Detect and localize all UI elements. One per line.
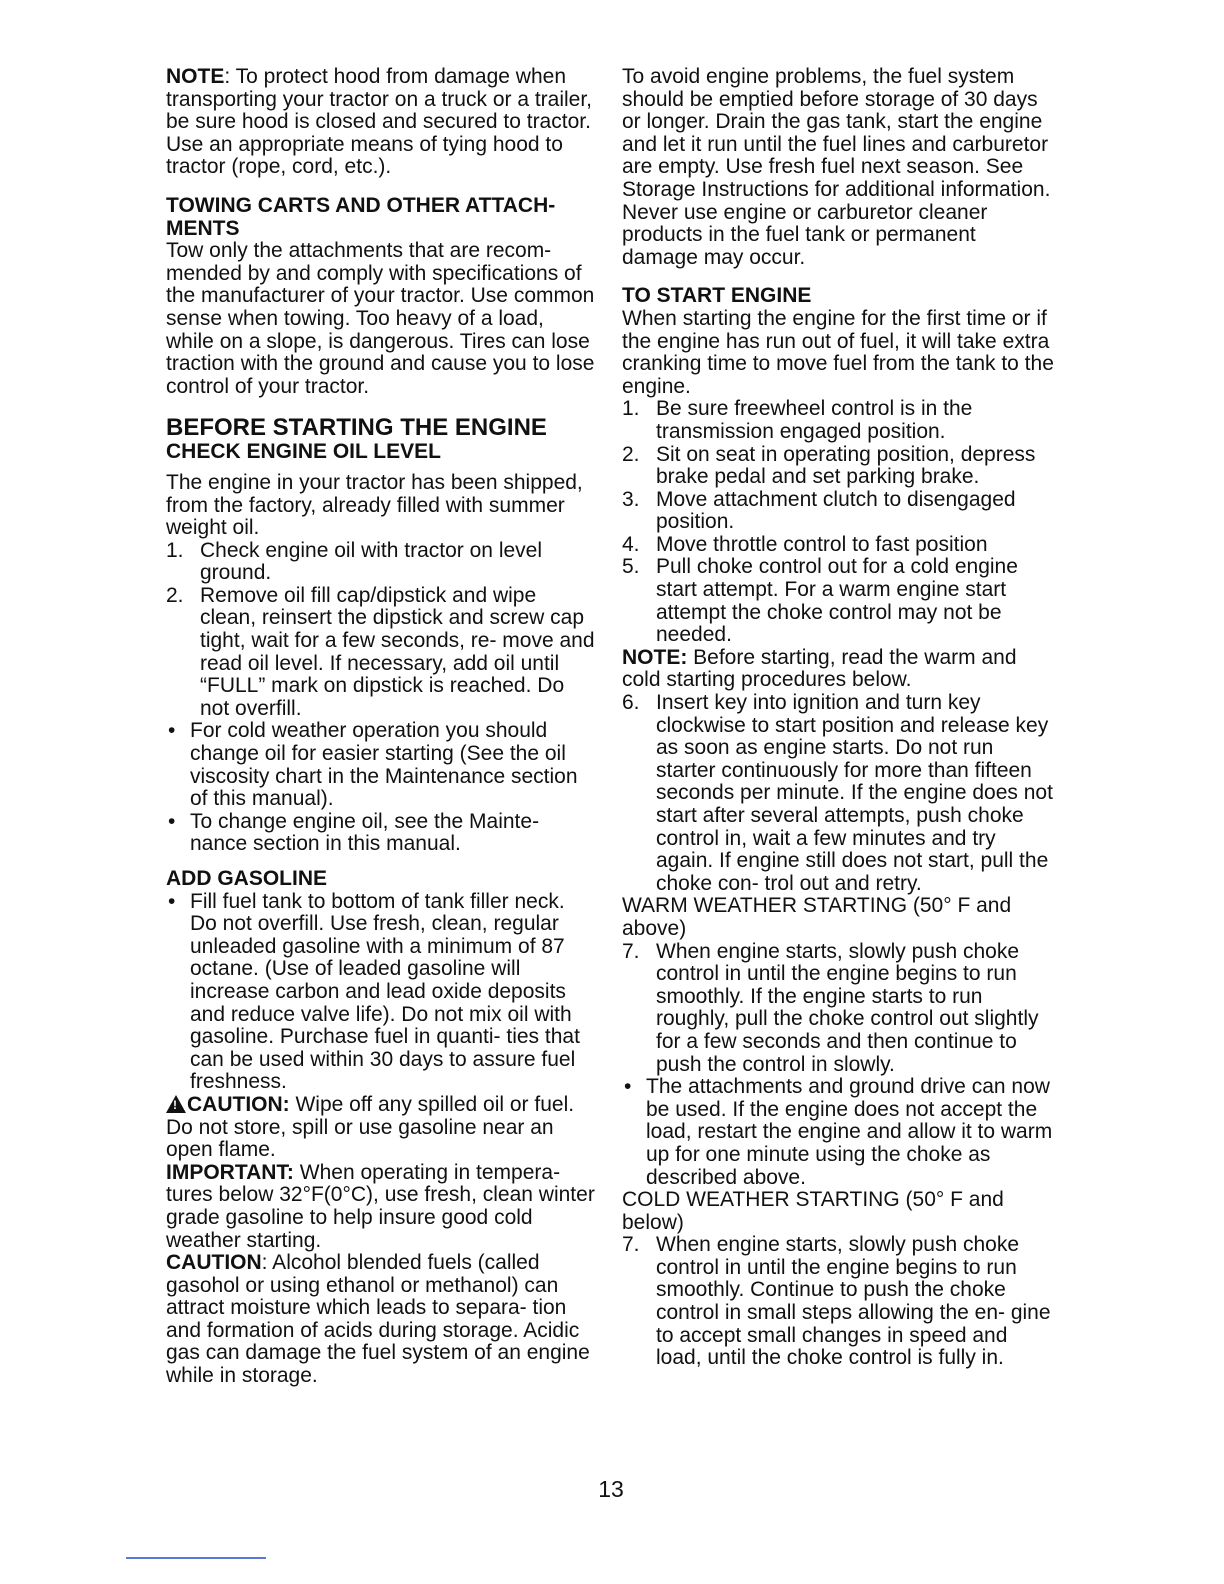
list-item [622,941,1054,1077]
start-engine-heading: TO START ENGINE [622,284,812,308]
step-text: When engine starts, slowly push choke control in until the engine begins to run smoothly. Continue to push the choke control in small steps allowing the en- gine to accept small changes in speed and load, until the choke control is fully in. [656,1233,1051,1370]
start-intro: When starting the engine for the first time or if the engine has run out of fuel, it will take extra cranking time to move fuel from the tank to the engine. [622,306,1054,398]
page-number: 13 [598,1476,624,1502]
bullet-text: The attachments and ground drive can now be used. If the engine does not accept the load, restart the engine and allow it to warm up for one minute using the choke as described above. [646,1075,1053,1189]
oil-intro: The engine in your tractor has been shipped, from the factory, already filled with summer weight oil. [166,470,583,540]
step-number: 1. [166,538,184,562]
important-label: IMPORTANT: [166,1160,294,1184]
step-text: Sit on seat in operating position, depress brake pedal and set parking brake. [656,442,1036,489]
list-item [622,444,1054,489]
bullet-text: To change engine oil, see the Mainte- nance section in this manual. [190,809,540,856]
caution-spill [166,1094,596,1162]
step-number: 4. [622,532,640,556]
list-item [166,891,596,1094]
bullet-icon: • [168,809,176,833]
note-text: : To protect hood from damage when transporting your tractor on a truck or a trailer, be sure hood is closed and secured to tractor. Use an appropriate means of tying hood to tractor (rope, cord, etc.). [166,65,593,179]
step-text: Insert key into ignition and turn key clockwise to start position and release key as soon as engine starts. Do not run starter continuously for more than fifteen seconds per minute. If the engine does not start after several attempts, push choke control in, wait a few minutes and try again. If engine still does not start, pull the choke con- trol out and retry. [656,691,1053,895]
hood-note [166,66,596,179]
warning-triangle-icon [166,1095,186,1113]
bullet-icon: • [624,1075,632,1099]
step-number: 1. [622,397,640,421]
step-number: 3. [622,487,640,511]
step-number: 2. [166,583,184,607]
bullet-text: For cold weather operation you should change oil for easier starting (See the oil viscosity chart in the Maintenance section of this manual). [190,719,578,811]
note-label: NOTE [166,65,225,88]
step-number: 7. [622,939,640,963]
list-item [622,556,1054,646]
cleaner-warning: Never use engine or carburetor cleaner products in the fuel tank or permanent damage may occur. [622,200,988,269]
caution-text: Wipe off any spilled oil or fuel. Do not store, spill or use gasoline near an open flame. [166,1092,575,1162]
bullet-icon: • [168,889,176,913]
right-column [622,66,1054,1370]
step-text: Move throttle control to fast position [656,532,988,556]
towing-text: Tow only the attachments that are recom- mended by and comply with specifications of the manufacturer of your tractor. Use common sense when towing. Too heavy of a load, while on a slope, is dangerous. Tires can lose traction with the ground and cause you to lose control of your tractor. [166,239,595,398]
step-text: Move attachment clutch to disengaged position. [656,487,1016,534]
list-item [166,540,596,585]
step-text: Be sure freewheel control is in the transmission engaged position. [656,397,973,443]
caution-alcohol [166,1252,596,1388]
step-text: Remove oil fill cap/dipstick and wipe clean, reinsert the dipstick and screw cap tight, wait for a few seconds, re- move and read oil level. If necessary, add oil until “FULL” mark on dipstick is reached. Do not overfill. [200,583,595,720]
step-number: 6. [622,691,640,715]
caution-label: CAUTION [166,1251,262,1275]
list-item [166,585,596,721]
footer-divider [126,1557,266,1559]
list-item [166,811,596,856]
towing-heading: TOWING CARTS AND OTHER ATTACH- MENTS [166,193,556,240]
oil-level-heading: CHECK ENGINE OIL LEVEL [166,440,441,464]
list-item [622,692,1054,895]
step-text: Check engine oil with tractor on level ground. [200,538,543,585]
list-item [622,534,1054,557]
fuel-system-text: To avoid engine problems, the fuel system should be emptied before storage of 30 days or longer. Drain the gas tank, start the engine and let it run until the fuel lines and carburetor are empty. Use fresh fuel next season. See Storage Instructions for additional information. [622,65,1051,201]
note-label: NOTE: [622,645,688,669]
warm-weather-heading: WARM WEATHER STARTING (50° F and above) [622,894,1012,940]
step-text: When engine starts, slowly push choke control in until the engine begins to run smoothly. If the engine starts to run roughly, pull the choke control out slightly for a few seconds and then continue to push the control in slowly. [656,939,1039,1076]
caution-text: : Alcohol blended fuels (called gasohol or using ethanol or methanol) can attract moisture which leads to separa- tion and formation of acids during storage. Acidic gas can damage the fuel system of an engine while in storage. [166,1251,590,1388]
list-item [166,720,596,810]
list-item [622,398,1054,443]
starting-note [622,647,1054,692]
note-text: Before starting, read the warm and cold starting procedures below. [622,645,1017,692]
important-text: When operating in tempera- tures below 32°F(0°C), use fresh, clean winter grade gasoline to help insure good cold weather starting. [166,1160,595,1252]
list-item [622,1234,1054,1370]
bullet-text: Fill fuel tank to bottom of tank filler neck. Do not overfill. Use fresh, clean, regular unleaded gasoline with a minimum of 87 octane. (Use of leaded gasoline will increase carbon and lead oxide deposits and reduce valve life). Do not mix oil with gasoline. Purchase fuel in quanti- ties that can be used within 30 days to assure fuel freshness. [190,889,580,1094]
step-text: Pull choke control out for a cold engine start attempt. For a warm engine start attempt the choke control may not be needed. [656,555,1018,647]
step-number: 2. [622,442,640,466]
add-gasoline-heading: ADD GASOLINE [166,867,328,890]
before-starting-heading: BEFORE STARTING THE ENGINE [166,414,547,442]
left-column [166,66,596,1388]
cold-weather-heading: COLD WEATHER STARTING (50° F and below) [622,1188,1004,1234]
caution-label: CAUTION: [187,1092,290,1116]
step-number: 5. [622,555,640,579]
step-number: 7. [622,1233,640,1257]
list-item [622,1076,1054,1189]
list-item [622,489,1054,534]
important-note [166,1162,596,1252]
bullet-icon: • [168,719,176,743]
